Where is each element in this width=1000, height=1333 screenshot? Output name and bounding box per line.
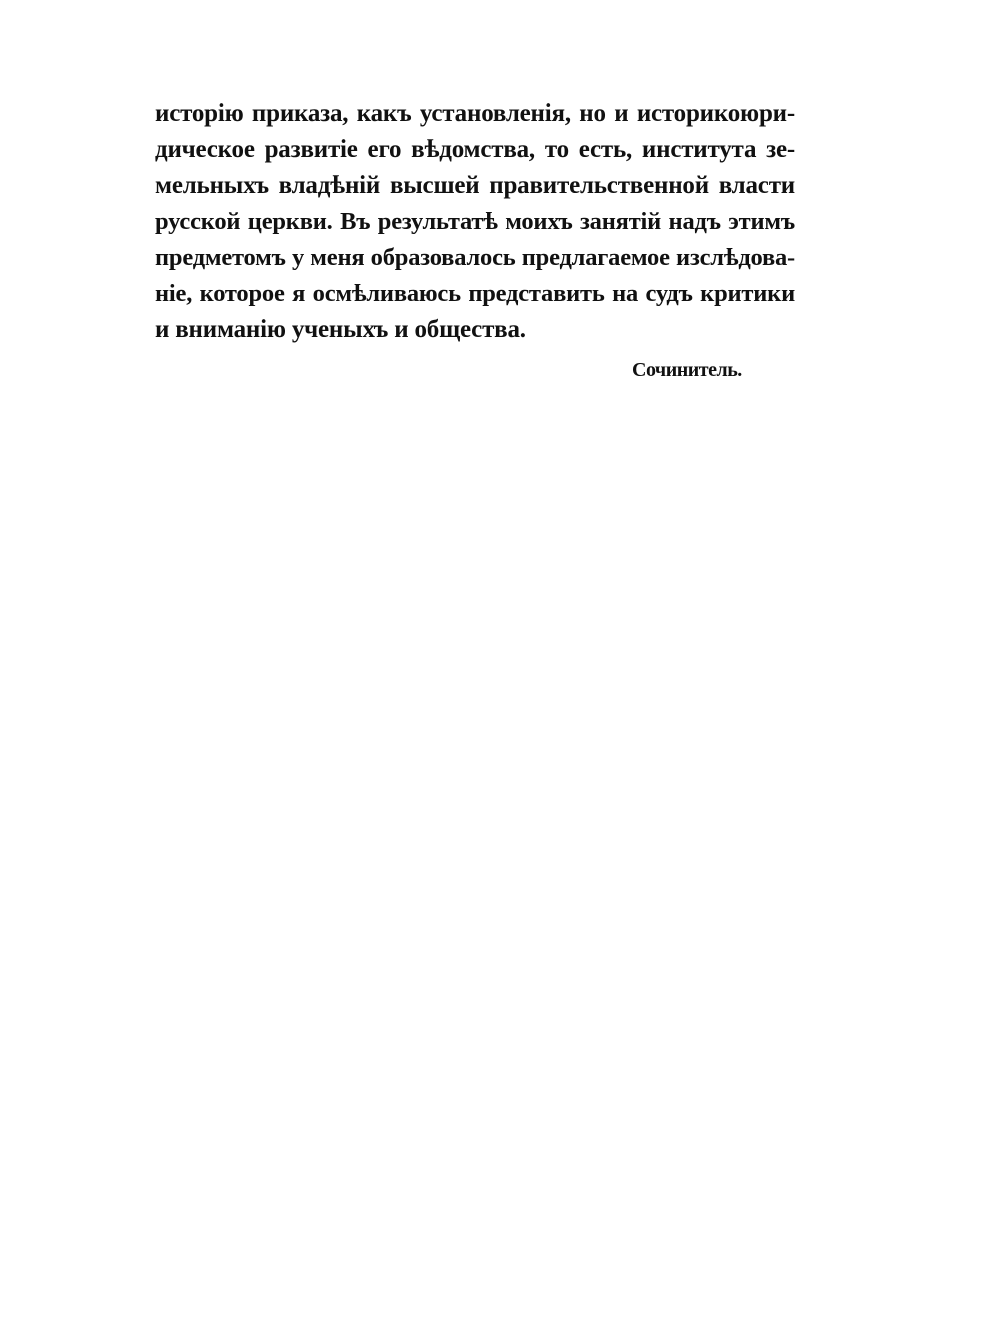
paragraph-line: русской церкви. Въ результатѣ моихъ занятій надъ этимъ (155, 208, 795, 235)
paragraph-line: исторію приказа, какъ установленія, но и историкоюри- (155, 100, 795, 127)
paragraph-line: и вниманію ученыхъ и общества. (155, 316, 526, 343)
paragraph-line: мельныхъ владѣній высшей правительственной власти (155, 172, 795, 199)
paragraph-line: ніе, которое я осмѣливаюсь представить на судъ критики (155, 280, 795, 307)
preface-paragraph (155, 96, 795, 348)
author-signature: Сочинитель. (632, 359, 742, 381)
paragraph-line: предметомъ у меня образовалось предлагаемое изслѣдова- (155, 244, 795, 271)
paragraph-line: дическое развитіе его вѣдомства, то есть, института зе- (155, 136, 795, 163)
